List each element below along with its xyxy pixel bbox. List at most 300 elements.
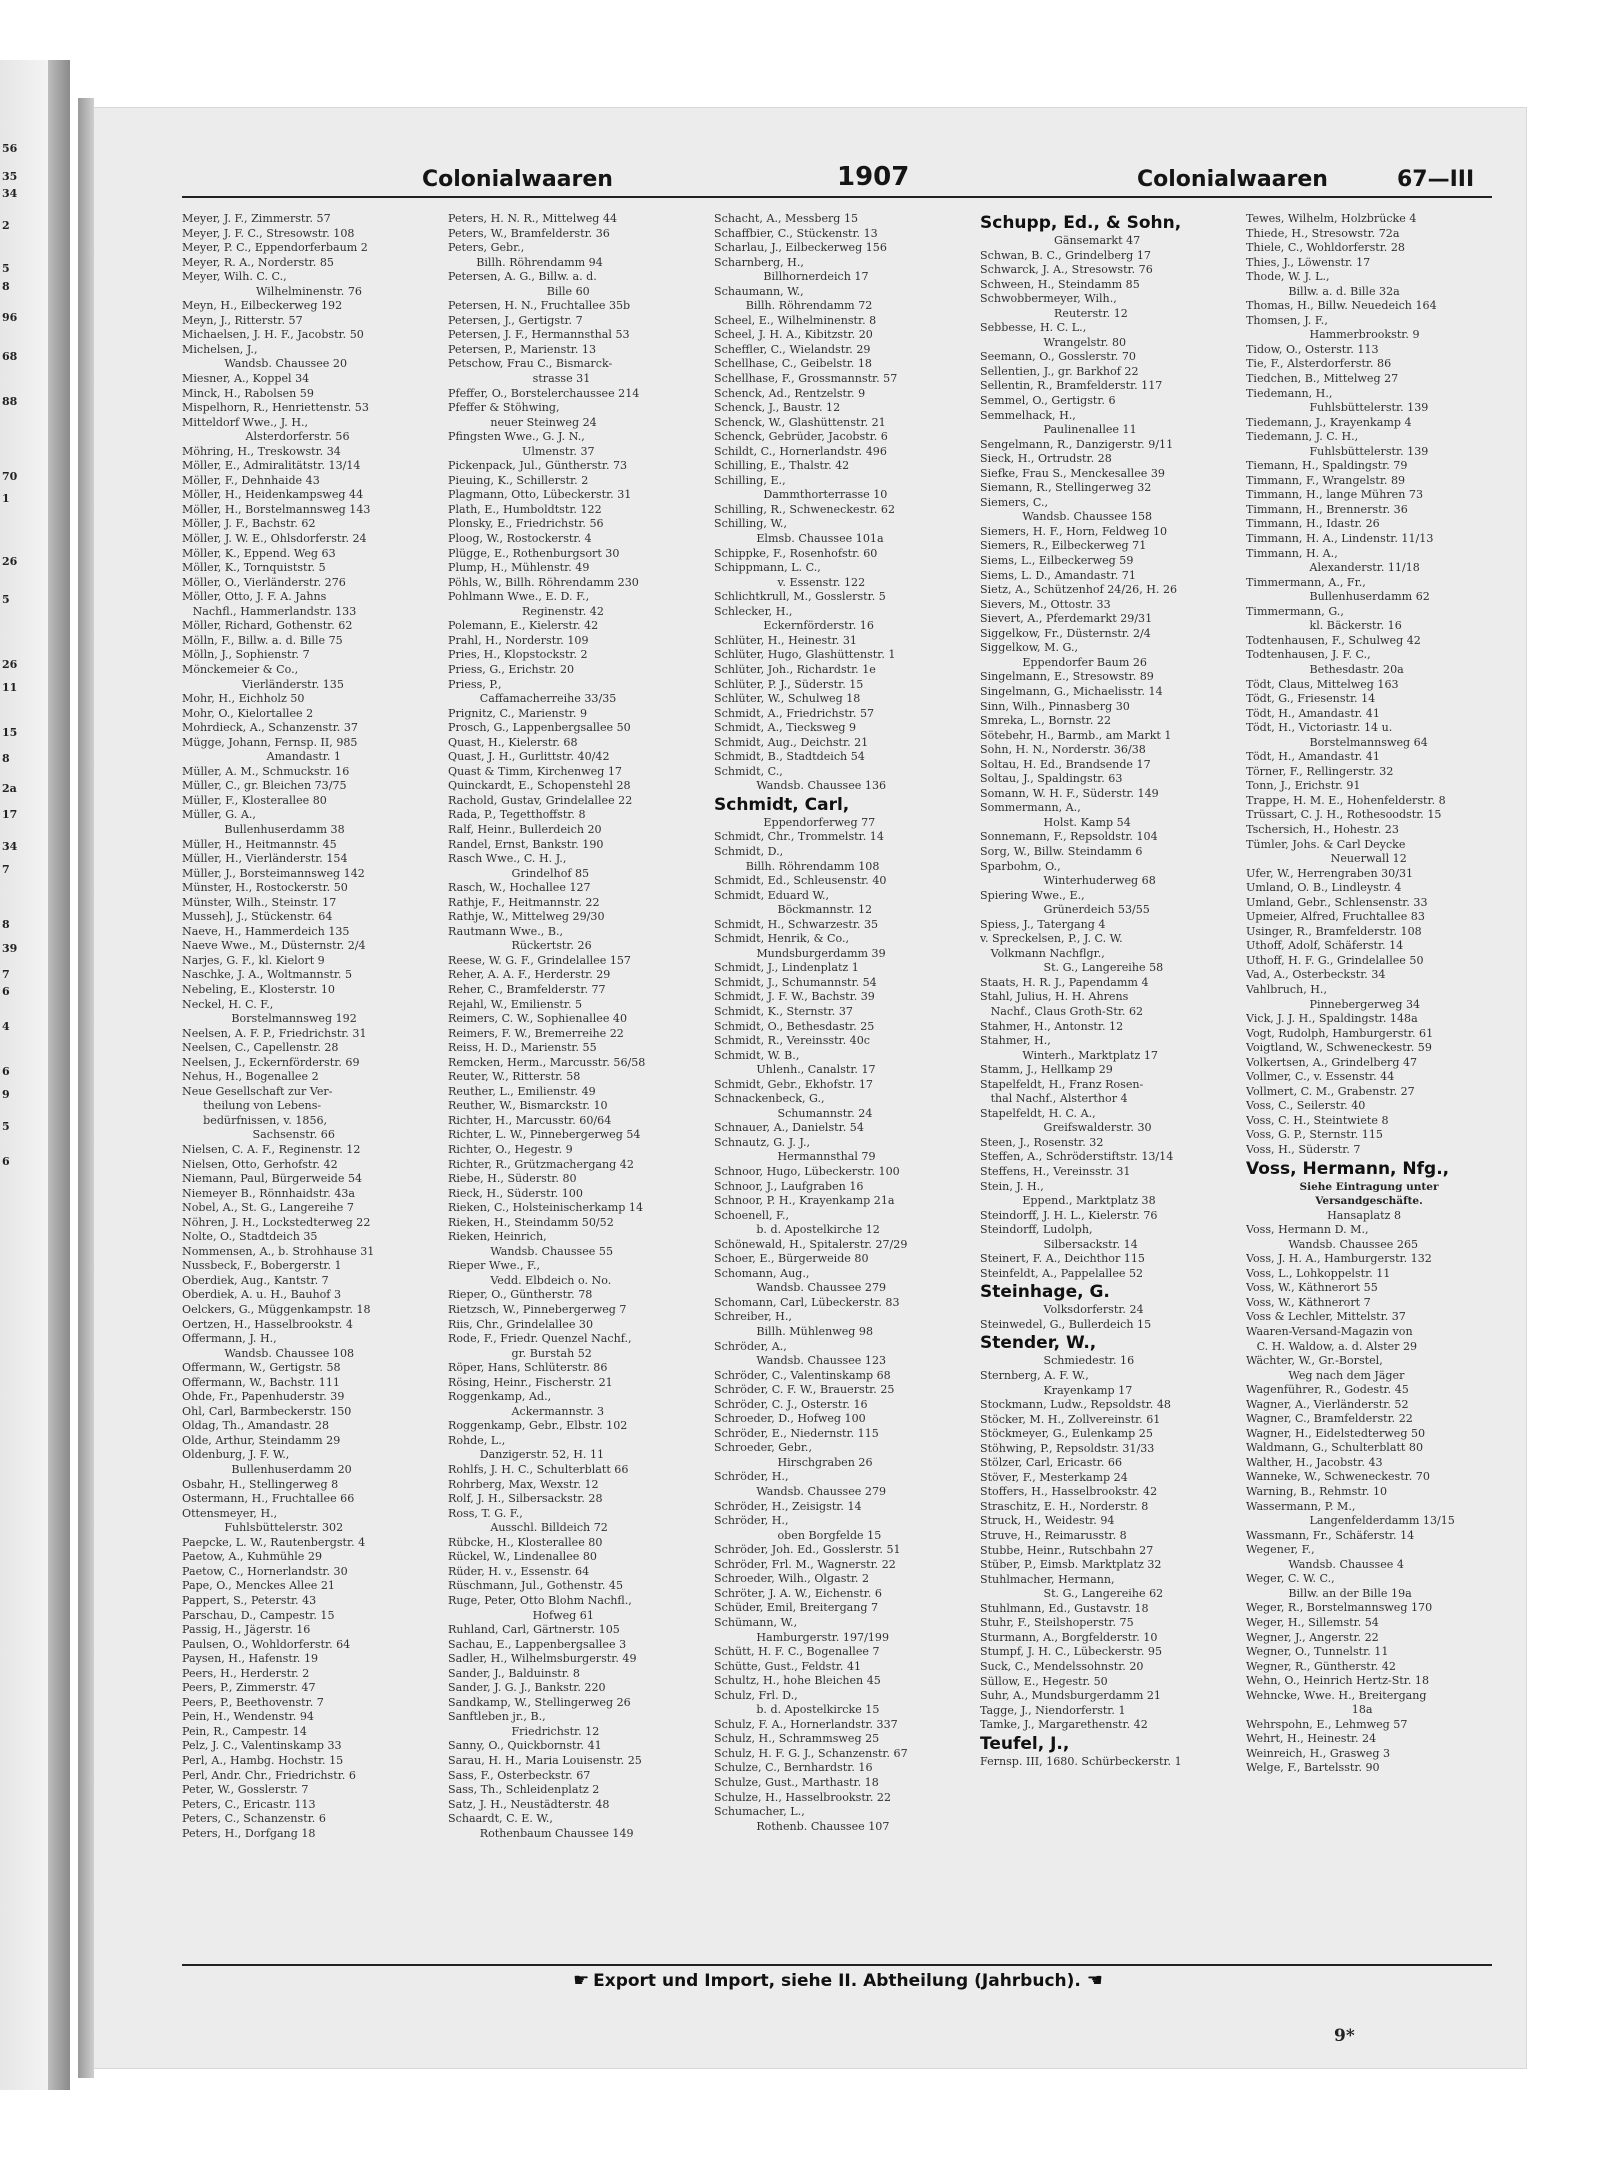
directory-entry: Schnoor, P. H., Krayenkamp 21a (714, 1194, 895, 1208)
directory-entry: Bullenhuserdamm 38 (182, 822, 345, 836)
directory-entry: oben Borgfelde 15 (714, 1528, 882, 1542)
previous-page-mark: 7 (2, 968, 10, 981)
directory-entry: Nöhren, J. H., Lockstedterweg 22 (182, 1215, 371, 1229)
directory-entry: Bethesdastr. 20a (1246, 662, 1404, 676)
directory-entry: Voss, L., Lohkoppelstr. 11 (1246, 1266, 1391, 1280)
directory-entry: Billw. a. d. Bille 32a (1246, 284, 1400, 298)
directory-entry: Steinfeldt, A., Pappelallee 52 (980, 1266, 1144, 1280)
previous-page-mark: 2 (2, 219, 10, 232)
directory-entry: Stöcker, M. H., Zollvereinstr. 61 (980, 1412, 1161, 1426)
directory-entry: Rohde, L., (448, 1433, 506, 1447)
directory-entry: Siemers, H. F., Horn, Feldweg 10 (980, 524, 1168, 538)
directory-entry: Sieck, H., Ortrudstr. 28 (980, 452, 1112, 466)
previous-page-mark: 8 (2, 752, 10, 765)
directory-entry: Voss, C. H., Steintwiete 8 (1246, 1113, 1389, 1127)
directory-entry: Sachsenstr. 66 (182, 1128, 335, 1142)
directory-entry: Weg nach dem Jäger (1246, 1368, 1405, 1382)
directory-entry: Schlecker, H., (714, 604, 793, 618)
directory-entry: Schmidt, K., Sternstr. 37 (714, 1004, 853, 1018)
directory-entry: Schröder, C., Valentinskamp 68 (714, 1368, 891, 1382)
directory-entry: Schildt, C., Hornerlandstr. 496 (714, 444, 887, 458)
directory-entry: Stahmer, H., Antonstr. 12 (980, 1019, 1124, 1033)
directory-entry: Siggelkow, M. G., (980, 641, 1079, 655)
directory-entry: Bullenhuserdamm 62 (1246, 590, 1430, 604)
directory-entry: Möller, K., Eppend. Weg 63 (182, 546, 336, 560)
directory-entry: Schulze, H., Hasselbrookstr. 22 (714, 1790, 892, 1804)
previous-page-edge (0, 60, 70, 2090)
directory-entry: Schröder, H., (714, 1470, 789, 1484)
directory-entry: Danzigerstr. 52, H. 11 (448, 1448, 605, 1462)
directory-entry: Möller, K., Tornquiststr. 5 (182, 561, 326, 575)
directory-entry: Offermann, J. H., (182, 1332, 277, 1346)
directory-entry: Timmann, H., lange Mühren 73 (1246, 488, 1424, 502)
directory-entry: Mohr, O., Kielortallee 2 (182, 706, 314, 720)
directory-entry: Peers, P., Zimmerstr. 47 (182, 1681, 316, 1695)
directory-entry: Stumpf, J. H. C., Lübeckerstr. 95 (980, 1645, 1163, 1659)
directory-entry: Stöckmeyer, G., Eulenkamp 25 (980, 1427, 1153, 1441)
directory-entry: Rohrberg, Max, Wexstr. 12 (448, 1477, 599, 1491)
directory-entry: b. d. Apostelkirche 12 (714, 1223, 880, 1237)
directory-entry: Suck, C., Mendelssohnstr. 20 (980, 1659, 1144, 1673)
directory-entry: Tödt, H., Amandastr. 41 (1246, 706, 1380, 720)
directory-entry: Reuther, L., Emilienstr. 49 (448, 1084, 596, 1098)
directory-entry: Möller, F., Dehnhaide 43 (182, 473, 320, 487)
directory-entry: Vogt, Rudolph, Hamburgerstr. 61 (1246, 1026, 1434, 1040)
directory-entry: Törner, F., Rellingerstr. 32 (1246, 764, 1394, 778)
directory-entry: Pries, H., Klopstockstr. 2 (448, 648, 588, 662)
directory-entry: Wandsb. Chaussee 123 (714, 1354, 887, 1368)
directory-entry: Schaardt, C. E. W., (448, 1812, 553, 1826)
previous-page-mark: 6 (2, 1065, 10, 1078)
directory-entry: Reginenstr. 42 (448, 604, 604, 618)
directory-entry: Wegner, J., Angerstr. 22 (1246, 1630, 1379, 1644)
directory-entry: Stockmann, Ludw., Repsoldstr. 48 (980, 1398, 1171, 1412)
directory-entry: Trappe, H. M. E., Hohenfelderstr. 8 (1246, 793, 1446, 807)
directory-entry: Mohrdieck, A., Schanzenstr. 37 (182, 721, 358, 735)
directory-entry: Wehn, O., Heinrich Hertz-Str. 18 (1246, 1674, 1430, 1688)
directory-entry: Caffamacherreihe 33/35 (448, 692, 617, 706)
directory-entry: Reher, C., Bramfelderstr. 77 (448, 982, 606, 996)
directory-entry: Wegner, O., Tunnelstr. 11 (1246, 1645, 1389, 1659)
directory-entry: Müller, A. M., Schmuckstr. 16 (182, 764, 350, 778)
previous-page-mark: 34 (2, 840, 18, 853)
directory-entry: Peters, W., Bramfelderstr. 36 (448, 226, 610, 240)
directory-entry: Richter, O., Hegestr. 9 (448, 1143, 573, 1156)
directory-entry: Nolte, O., Stadtdeich 35 (182, 1230, 318, 1244)
directory-entry: Röper, Hans, Schlüterstr. 86 (448, 1361, 608, 1375)
directory-entry: Wächter, W., Gr.-Borstel, (1246, 1354, 1383, 1368)
directory-entry: Richter, L. W., Pinnebergerweg 54 (448, 1128, 641, 1142)
directory-entry: Vollmert, C. M., Grabenstr. 27 (1246, 1084, 1415, 1098)
directory-entry: Wagner, A., Vierländerstr. 52 (1246, 1397, 1409, 1411)
directory-entry-highlight: Schmidt, Carl, (714, 794, 850, 815)
directory-entry: Mundsburgerdamm 39 (714, 946, 886, 960)
directory-entry: Schulz, F. A., Hornerlandstr. 337 (714, 1717, 898, 1731)
directory-entry: Schmidt, Aug., Deichstr. 21 (714, 735, 869, 749)
directory-entry: Schellhase, F., Grossmannstr. 57 (714, 372, 898, 386)
directory-entry: Mohr, H., Eichholz 50 (182, 692, 305, 706)
directory-entry: Umland, Gebr., Schlensenstr. 33 (1246, 895, 1428, 909)
page-header (182, 156, 1492, 198)
directory-entry: Priess, G., Erichstr. 20 (448, 662, 575, 676)
directory-entry: Schultz, H., hohe Bleichen 45 (714, 1674, 881, 1688)
directory-entry: strasse 31 (448, 372, 591, 386)
directory-entry: Struck, H., Weidestr. 94 (980, 1514, 1115, 1528)
directory-entry: Voss & Lechler, Mittelstr. 37 (1246, 1310, 1406, 1324)
directory-entry: Offermann, W., Gertigstr. 58 (182, 1361, 341, 1375)
directory-entry: Voss, W., Käthnerort 7 (1246, 1295, 1371, 1309)
directory-entry: Sohn, H. N., Norderstr. 36/38 (980, 743, 1146, 757)
directory-entry: Ruge, Peter, Otto Blohm Nachfl., (448, 1593, 632, 1607)
directory-entry: Krayenkamp 17 (980, 1383, 1133, 1397)
directory-entry: Timmann, H. A., Lindenstr. 11/13 (1246, 532, 1434, 546)
directory-entry: Möller, Richard, Gothenstr. 62 (182, 619, 353, 633)
directory-entry: Möller, Otto, J. F. A. Jahns (182, 590, 327, 604)
directory-entry: Möller, E., Admiralitätstr. 13/14 (182, 459, 361, 473)
directory-entry: Billh. Röhrendamm 72 (714, 299, 873, 313)
directory-entry: Wrangelstr. 80 (980, 335, 1127, 349)
directory-entry: Rietzsch, W., Pinnebergerweg 7 (448, 1303, 627, 1317)
directory-entry: Pein, R., Campestr. 14 (182, 1724, 307, 1738)
directory-entry: Plonsky, E., Friedrichstr. 56 (448, 517, 604, 531)
directory-entry: Schmiedestr. 16 (980, 1354, 1135, 1368)
directory-entry: Pelz, J. C., Valentinskamp 33 (182, 1739, 342, 1753)
directory-entry: Vad, A., Osterbeckstr. 34 (1246, 968, 1386, 982)
directory-entry: St. G., Langereihe 62 (980, 1587, 1164, 1601)
directory-entry: Müller, F., Klosterallee 80 (182, 793, 327, 807)
directory-entry: Schlüter, H., Heinestr. 31 (714, 633, 857, 647)
directory-entry: Fuhlsbüttelerstr. 139 (1246, 444, 1429, 458)
directory-entry: Sonnemann, F., Repsoldstr. 104 (980, 830, 1158, 844)
directory-entry: Schenck, J., Baustr. 12 (714, 401, 841, 415)
directory-entry: Voss, Hermann D. M., (1246, 1223, 1369, 1237)
directory-entry: Pinnebergerweg 34 (1246, 997, 1421, 1011)
header-year: 1907 (837, 162, 910, 192)
directory-entry: Neckel, H. C. F., (182, 997, 274, 1011)
directory-entry: Münster, Wilh., Steinstr. 17 (182, 895, 337, 909)
directory-entry: Fuhlsbüttelerstr. 302 (182, 1521, 344, 1535)
directory-entry: Möhring, H., Treskowstr. 34 (182, 444, 341, 458)
directory-entry: Süllow, E., Hegestr. 50 (980, 1674, 1108, 1688)
directory-entry: Tiedemann, H., (1246, 386, 1333, 400)
directory-entry: Wehrspohn, E., Lehmweg 57 (1246, 1717, 1408, 1731)
directory-entry: Vierländerstr. 135 (182, 677, 344, 691)
directory-entry: Prignitz, C., Marienstr. 9 (448, 706, 588, 720)
directory-entry: b. d. Apostelkircke 15 (714, 1703, 880, 1717)
directory-entry: Schwobbermeyer, Wilh., (980, 292, 1117, 306)
directory-entry: Rachold, Gustav, Grindelallee 22 (448, 793, 633, 807)
directory-entry: Rüder, H. v., Essenstr. 64 (448, 1564, 590, 1578)
directory-entry: Timmermann, G., (1246, 604, 1344, 618)
directory-entry: Pickenpack, Jul., Güntherstr. 73 (448, 459, 628, 473)
previous-page-mark: 5 (2, 262, 10, 275)
directory-entry: Wandsb. Chaussee 265 (1246, 1237, 1419, 1251)
directory-entry: Wilhelminenstr. 76 (182, 284, 362, 298)
directory-entry: Tewes, Wilhelm, Holzbrücke 4 (1246, 212, 1417, 225)
directory-entry: Thiede, H., Stresowstr. 72a (1246, 226, 1400, 240)
directory-entry: Silbersackstr. 14 (980, 1237, 1138, 1251)
directory-entry: Siemers, R., Eilbeckerweg 71 (980, 539, 1147, 553)
directory-entry: Neelsen, J., Eckernförderstr. 69 (182, 1055, 360, 1069)
column-2 (448, 212, 694, 1952)
directory-entry: Stapelfeldt, H. C. A., (980, 1106, 1096, 1120)
directory-entry: Timmann, H., Brennerstr. 36 (1246, 502, 1408, 516)
directory-entry: Neelsen, C., Capellenstr. 28 (182, 1041, 339, 1055)
directory-entry: Siehe Eintragung unter (1299, 1180, 1439, 1193)
directory-entry: Eppendorferweg 77 (714, 815, 876, 829)
directory-entry: Pein, H., Wendenstr. 94 (182, 1710, 314, 1724)
directory-entry: Polemann, E., Kielerstr. 42 (448, 619, 599, 633)
directory-entry: Scharnberg, H., (714, 255, 804, 269)
directory-entry: Steinert, F. A., Deichthor 115 (980, 1252, 1145, 1266)
directory-entry: Niemeyer B., Rönnhaidstr. 43a (182, 1186, 356, 1200)
directory-entry: Ohl, Carl, Barmbeckerstr. 150 (182, 1404, 352, 1418)
directory-entry: Schacht, A., Messberg 15 (714, 212, 859, 225)
directory-entry: Wagner, H., Eidelstedterweg 50 (1246, 1426, 1426, 1440)
directory-entry: Riebe, H., Süderstr. 80 (448, 1172, 577, 1186)
directory-entry: Eppendorfer Baum 26 (980, 655, 1147, 669)
directory-entry: Neuerwall 12 (1246, 852, 1407, 866)
directory-entry: Oldenburg, J. F. W., (182, 1448, 290, 1462)
directory-entry: Eppend., Marktplatz 38 (980, 1194, 1156, 1208)
directory-entry: Fuhlsbüttelerstr. 139 (1246, 401, 1429, 415)
directory-columns (182, 212, 1492, 1952)
directory-entry: Pape, O., Menckes Allee 21 (182, 1579, 335, 1593)
directory-entry: Schröder, C. F. W., Brauerstr. 25 (714, 1383, 895, 1397)
directory-entry: Steinwedel, G., Bullerdeich 15 (980, 1317, 1152, 1331)
previous-page-mark: 6 (2, 985, 10, 998)
directory-entry: Miesner, A., Koppel 34 (182, 372, 310, 386)
footer-text: Export und Import, siehe II. Abtheilung (Jahrbuch). (593, 1971, 1081, 1991)
directory-entry: Schilling, R., Schweneckestr. 62 (714, 502, 896, 516)
previous-page-mark: 68 (2, 350, 18, 363)
directory-entry: Winterhuderweg 68 (980, 874, 1156, 888)
directory-entry: Michaelsen, J. H. F., Jacobstr. 50 (182, 328, 364, 342)
directory-entry: Möller, O., Vierländerstr. 276 (182, 575, 346, 589)
directory-entry: Sanftleben jr., B., (448, 1710, 546, 1724)
directory-entry: Meyer, Wilh. C. C., (182, 270, 287, 284)
previous-page-mark: 34 (2, 187, 18, 200)
directory-entry: Sadler, H., Wilhelmsburgerstr. 49 (448, 1652, 637, 1666)
directory-entry: Quast, H., Kielerstr. 68 (448, 735, 578, 749)
directory-entry: gr. Burstah 52 (448, 1346, 592, 1360)
column-3 (714, 212, 960, 1952)
directory-entry: Spiess, J., Tatergang 4 (980, 917, 1106, 931)
directory-entry: Schomann, Aug., (714, 1266, 810, 1280)
directory-entry: Meyer, R. A., Norderstr. 85 (182, 255, 334, 269)
directory-entry: Siemers, C., (980, 495, 1048, 509)
directory-entry: Offermann, W., Bachstr. 111 (182, 1375, 340, 1389)
directory-entry: Schumannstr. 24 (714, 1106, 873, 1120)
previous-page-mark: 39 (2, 942, 18, 955)
directory-entry: Schwan, B. C., Grindelberg 17 (980, 248, 1151, 262)
directory-entry: Quinckardt, E., Schopenstehl 28 (448, 779, 631, 793)
directory-entry: Singelmann, G., Michaelisstr. 14 (980, 684, 1163, 698)
directory-entry: Paulinenallee 11 (980, 423, 1137, 437)
directory-entry: Billh. Mühlenweg 98 (714, 1325, 874, 1339)
directory-entry: Schellhase, C., Geibelstr. 18 (714, 357, 872, 371)
directory-entry: Steindorff, Ludolph, (980, 1223, 1093, 1237)
directory-entry: Thomsen, J. F., (1246, 313, 1328, 327)
directory-entry: Schulze, Gust., Marthastr. 18 (714, 1775, 879, 1789)
directory-entry: Rösing, Heinr., Fischerstr. 21 (448, 1375, 613, 1389)
directory-entry: Schenck, Ad., Rentzelstr. 9 (714, 386, 866, 400)
directory-entry: Ploog, W., Rostockerstr. 4 (448, 532, 592, 546)
directory-entry: Richter, R., Grützmachergang 42 (448, 1157, 634, 1171)
directory-entry: Sellentin, R., Bramfelderstr. 117 (980, 379, 1163, 393)
binding-shadow (48, 60, 70, 2090)
directory-entry: Schulze, C., Bernhardstr. 16 (714, 1761, 873, 1775)
column-5 (1246, 212, 1492, 1952)
directory-entry: Spiering Wwe., E., (980, 888, 1085, 902)
directory-entry: Thomas, H., Billw. Neuedeich 164 (1246, 299, 1437, 313)
directory-entry: Stapelfeldt, H., Franz Rosen- (980, 1077, 1144, 1091)
previous-page-mark: 96 (2, 311, 18, 324)
directory-entry: Reese, W. G. F., Grindelallee 157 (448, 953, 631, 967)
directory-entry: Steindorff, J. H. L., Kielerstr. 76 (980, 1208, 1158, 1222)
directory-entry: Weger, R., Borstelmannsweg 170 (1246, 1601, 1433, 1615)
directory-entry: Ohde, Fr., Papenhuderstr. 39 (182, 1390, 345, 1404)
directory-entry: Schröter, J. A. W., Eichenstr. 6 (714, 1586, 882, 1600)
directory-entry: Rasch Wwe., C. H. J., (448, 852, 567, 866)
directory-entry: Eckernförderstr. 16 (714, 619, 874, 633)
directory-entry: Reuter, W., Ritterstr. 58 (448, 1070, 581, 1084)
directory-entry: Friedrichstr. 12 (448, 1724, 600, 1738)
directory-entry: Nachf., Claus Groth-Str. 62 (980, 1004, 1144, 1018)
directory-entry: Wandsb. Chaussee 4 (1246, 1557, 1404, 1571)
directory-entry: Petersen, A. G., Billw. a. d. (448, 270, 597, 284)
directory-entry: Thies, J., Löwenstr. 17 (1246, 255, 1371, 269)
directory-entry: Riis, Chr., Grindelallee 30 (448, 1317, 594, 1331)
directory-entry: Sanny, O., Quickbornstr. 41 (448, 1739, 602, 1753)
directory-entry: Schmidt, A., Friedrichstr. 57 (714, 706, 875, 720)
directory-entry: Musseh], J., Stückenstr. 64 (182, 910, 333, 924)
directory-entry: Greifswalderstr. 30 (980, 1121, 1152, 1135)
directory-entry: Schröder, Frl. M., Wagnerstr. 22 (714, 1557, 896, 1571)
column-4 (980, 212, 1226, 1952)
header-right-title: Colonialwaaren (1137, 167, 1328, 192)
directory-entry: Schaffbier, C., Stückenstr. 13 (714, 226, 878, 240)
directory-entry: Michelsen, J., (182, 342, 258, 356)
pointing-hand-left-icon: ☛ (573, 1970, 588, 1991)
directory-entry: C. H. Waldow, a. d. Alster 29 (1246, 1339, 1418, 1353)
directory-entry: Somann, W. H. F., Süderstr. 149 (980, 786, 1159, 800)
directory-entry: Bullenhuserdamm 20 (182, 1463, 352, 1477)
directory-entry: Mölln, F., Billw. a. d. Bille 75 (182, 633, 343, 647)
directory-entry: Schmidt, J., Schumannstr. 54 (714, 975, 877, 989)
directory-entry: Pöhls, W., Billh. Röhrendamm 230 (448, 575, 639, 589)
directory-entry: Scheel, E., Wilhelminenstr. 8 (714, 313, 877, 327)
directory-entry: Stubbe, Heinr., Rutschbahn 27 (980, 1543, 1154, 1557)
directory-entry: Oelckers, G., Müggenkampstr. 18 (182, 1303, 371, 1317)
directory-entry: Sievert, A., Pferdemarkt 29/31 (980, 612, 1153, 626)
directory-entry: Ufer, W., Herrengraben 30/31 (1246, 866, 1414, 880)
directory-entry: Mitteldorf Wwe., J. H., (182, 415, 309, 429)
directory-entry: Seemann, O., Gosslerstr. 70 (980, 350, 1136, 364)
directory-entry: Schmidt, O., Bethesdastr. 25 (714, 1019, 875, 1033)
directory-entry: Soltau, J., Spaldingstr. 63 (980, 772, 1123, 786)
directory-entry: Peter, W., Gosslerstr. 7 (182, 1783, 309, 1797)
directory-entry: Tödt, G., Friesenstr. 14 (1246, 692, 1376, 706)
previous-page-mark: 35 (2, 170, 18, 183)
directory-entry: Holst. Kamp 54 (980, 815, 1131, 829)
directory-entry-highlight: Teufel, J., (980, 1733, 1070, 1754)
directory-entry: Prosch, G., Lappenbergsallee 50 (448, 721, 631, 735)
directory-entry: Sebbesse, H. C. L., (980, 321, 1087, 335)
directory-entry-highlight: Schupp, Ed., & Sohn, (980, 213, 1182, 233)
directory-entry: Scheffler, C., Wielandstr. 29 (714, 342, 871, 356)
directory-entry: Voigtland, W., Schweneckestr. 59 (1246, 1041, 1432, 1055)
directory-entry: Mönckemeier & Co., (182, 662, 299, 676)
directory-entry: Ross, T. G. F., (448, 1506, 523, 1520)
directory-entry: Tie, F., Alsterdorferstr. 86 (1246, 357, 1392, 371)
column-1 (182, 212, 428, 1952)
directory-entry: Smreka, L., Bornstr. 22 (980, 714, 1112, 728)
directory-entry: Sandkamp, W., Stellingerweg 26 (448, 1695, 631, 1709)
directory-entry: Billh. Röhrendamm 94 (448, 255, 603, 269)
directory-entry: Nobel, A., St. G., Langereihe 7 (182, 1201, 354, 1215)
directory-entry: Olde, Arthur, Steindamm 29 (182, 1433, 341, 1447)
directory-entry: Münster, H., Rostockerstr. 50 (182, 881, 348, 895)
directory-entry: v. Spreckelsen, P., J. C. W. (980, 932, 1123, 946)
directory-entry: Waaren-Versand-Magazin von (1246, 1325, 1413, 1339)
directory-entry: Schmidt, Ed., Schleusenstr. 40 (714, 874, 887, 888)
directory-entry: Petersen, H. N., Fruchtallee 35b (448, 299, 631, 313)
directory-entry: Sander, J., Balduinstr. 8 (448, 1666, 580, 1680)
directory-entry: Schlüter, W., Schulweg 18 (714, 692, 861, 706)
previous-page-mark: 8 (2, 918, 10, 931)
directory-entry: Schwarck, J. A., Stresowstr. 76 (980, 263, 1153, 277)
directory-entry: Schmidt, C., (714, 764, 783, 778)
directory-entry: Schlüter, P. J., Süderstr. 15 (714, 677, 864, 691)
directory-entry: Nielsen, C. A. F., Reginenstr. 12 (182, 1143, 361, 1156)
directory-entry: Wandsb. Chaussee 136 (714, 779, 887, 793)
directory-entry: Schütt, H. F. C., Bogenallee 7 (714, 1645, 880, 1659)
directory-entry: Quast, J. H., Gurlittstr. 40/42 (448, 750, 610, 764)
directory-entry: Wandsb. Chaussee 279 (714, 1485, 887, 1499)
directory-entry: Siggelkow, Fr., Düsternstr. 2/4 (980, 626, 1151, 640)
directory-entry: Schoer, E., Bürgerweide 80 (714, 1252, 869, 1266)
directory-entry: Stöhwing, P., Repsoldstr. 31/33 (980, 1441, 1155, 1455)
directory-entry: Siefke, Frau S., Menckesallee 39 (980, 466, 1165, 480)
directory-entry: Paetow, A., Kuhmühle 29 (182, 1550, 323, 1564)
directory-entry: Tschersich, H., Hohestr. 23 (1246, 822, 1399, 836)
directory-entry: Möller, J. W. E., Ohlsdorferstr. 24 (182, 532, 367, 546)
directory-entry: Struve, H., Reimarusstr. 8 (980, 1529, 1127, 1543)
directory-entry: Rückertstr. 26 (448, 939, 592, 953)
directory-entry: Stuhr, F., Steilshoperstr. 75 (980, 1616, 1134, 1630)
directory-entry: Bille 60 (448, 284, 590, 298)
directory-entry: Schnauer, A., Danielstr. 54 (714, 1121, 864, 1135)
directory-entry: Perl, Andr. Chr., Friedrichstr. 6 (182, 1768, 356, 1782)
directory-entry: Schmidt, Henrik, & Co., (714, 932, 850, 946)
directory-entry: Timmann, H., Idastr. 26 (1246, 517, 1380, 531)
directory-entry: Vedd. Elbdeich o. No. (448, 1273, 612, 1287)
directory-entry: Schilling, W., (714, 517, 787, 531)
directory-entry: Weinreich, H., Grasweg 3 (1246, 1746, 1391, 1760)
directory-entry: Peers, H., Herderstr. 2 (182, 1666, 310, 1680)
previous-page-mark: 7 (2, 863, 10, 876)
directory-entry: Rieken, C., Holsteinischerkamp 14 (448, 1201, 644, 1215)
directory-entry: Mügge, Johann, Fernsp. II, 985 (182, 735, 358, 749)
directory-entry: Sietz, A., Schützenhof 24/26, H. 26 (980, 583, 1178, 597)
directory-entry: Parschau, D., Campestr. 15 (182, 1608, 335, 1622)
directory-entry: Wandsb. Chaussee 108 (182, 1346, 355, 1360)
directory-entry: Schaumann, W., (714, 284, 804, 298)
directory-entry: Wandsb. Chaussee 158 (980, 510, 1153, 524)
directory-entry: Rasch, W., Hochallee 127 (448, 881, 591, 895)
directory-entry: Vahlbruch, H., (1246, 982, 1327, 996)
